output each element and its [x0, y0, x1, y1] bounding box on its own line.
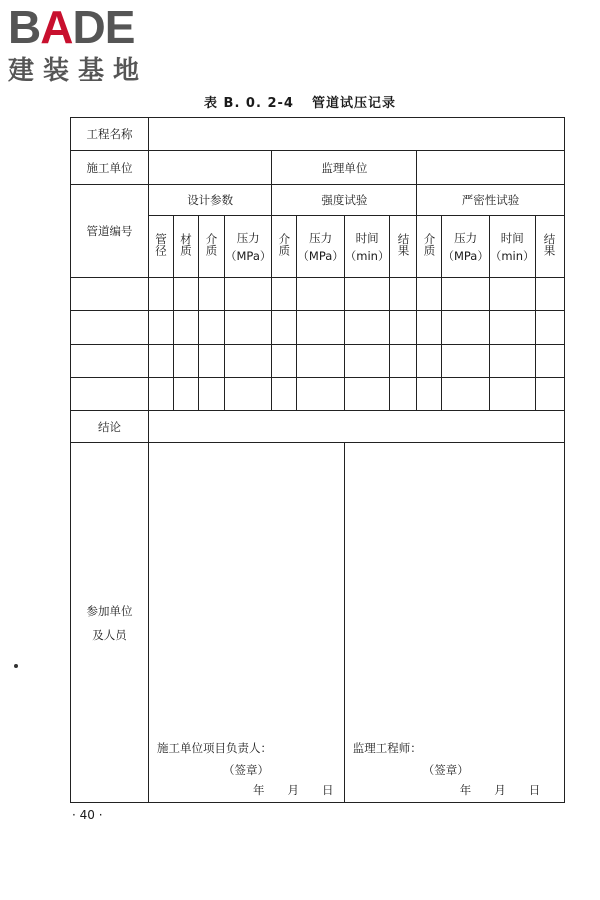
construction-seal-label: （签章） — [223, 763, 269, 777]
supervision-date-label: 年 月 日 — [459, 783, 541, 797]
conclusion-value[interactable] — [149, 411, 565, 443]
test-group-header-row — [71, 185, 565, 216]
logo-text: BADE — [8, 1, 135, 53]
table-caption — [0, 92, 600, 111]
page-number: · 40 · — [72, 808, 103, 822]
construction-sign-label: 施工单位项目负责人： — [157, 741, 272, 755]
supervision-sign-label: 监理工程师： — [352, 741, 422, 755]
col-strength-pressure-header: 压力（MPa） — [297, 216, 344, 278]
pipe-pressure-test-form — [70, 117, 565, 803]
design-params-header: 设计参数 — [149, 185, 272, 216]
construction-date-label: 年 月 日 — [253, 783, 334, 797]
construction-unit-label: 施工单位 — [71, 151, 149, 185]
col-diameter-header: 管径 — [149, 216, 174, 278]
conclusion-label: 结论 — [71, 411, 149, 443]
bade-logo — [8, 1, 173, 86]
logo-subtitle: 建装基地 — [8, 56, 149, 86]
supervision-unit-label: 监理单位 — [272, 151, 417, 185]
table-number: 表 B. 0. 2-4 — [204, 96, 294, 111]
col-pressure-header: 压力（MPa） — [225, 216, 272, 278]
units-row — [71, 151, 565, 185]
tightness-test-header: 严密性试验 — [417, 185, 564, 216]
col-tightness-medium-header: 介质 — [417, 216, 442, 278]
col-material-header: 材质 — [174, 216, 199, 278]
table-row — [71, 278, 565, 311]
project-name-value[interactable] — [149, 118, 565, 151]
col-strength-result-header: 结果 — [390, 216, 417, 278]
supervision-unit-value[interactable] — [417, 151, 564, 185]
project-name-row — [71, 118, 565, 151]
construction-unit-value[interactable] — [149, 151, 272, 185]
col-strength-time-header: 时间（min） — [344, 216, 390, 278]
table-row — [71, 345, 565, 378]
table-row — [71, 378, 565, 411]
col-medium-header: 介质 — [199, 216, 225, 278]
conclusion-row — [71, 411, 565, 443]
strength-test-header: 强度试验 — [272, 185, 417, 216]
col-tightness-time-header: 时间（min） — [489, 216, 535, 278]
construction-sign-area[interactable] — [149, 443, 345, 803]
pipe-number-label: 管道编号 — [71, 185, 149, 278]
table-row — [71, 311, 565, 345]
table-title: 管道试压记录 — [311, 96, 396, 111]
project-name-label: 工程名称 — [71, 118, 149, 151]
supervision-sign-area[interactable] — [344, 443, 564, 803]
participants-row — [71, 443, 565, 803]
participants-label: 参加单位及人员 — [71, 443, 149, 803]
supervision-seal-label: （签章） — [422, 763, 469, 777]
col-tightness-pressure-header: 压力（MPa） — [442, 216, 489, 278]
scan-speck — [14, 664, 18, 668]
col-tightness-result-header: 结果 — [535, 216, 564, 278]
col-strength-medium-header: 介质 — [272, 216, 297, 278]
